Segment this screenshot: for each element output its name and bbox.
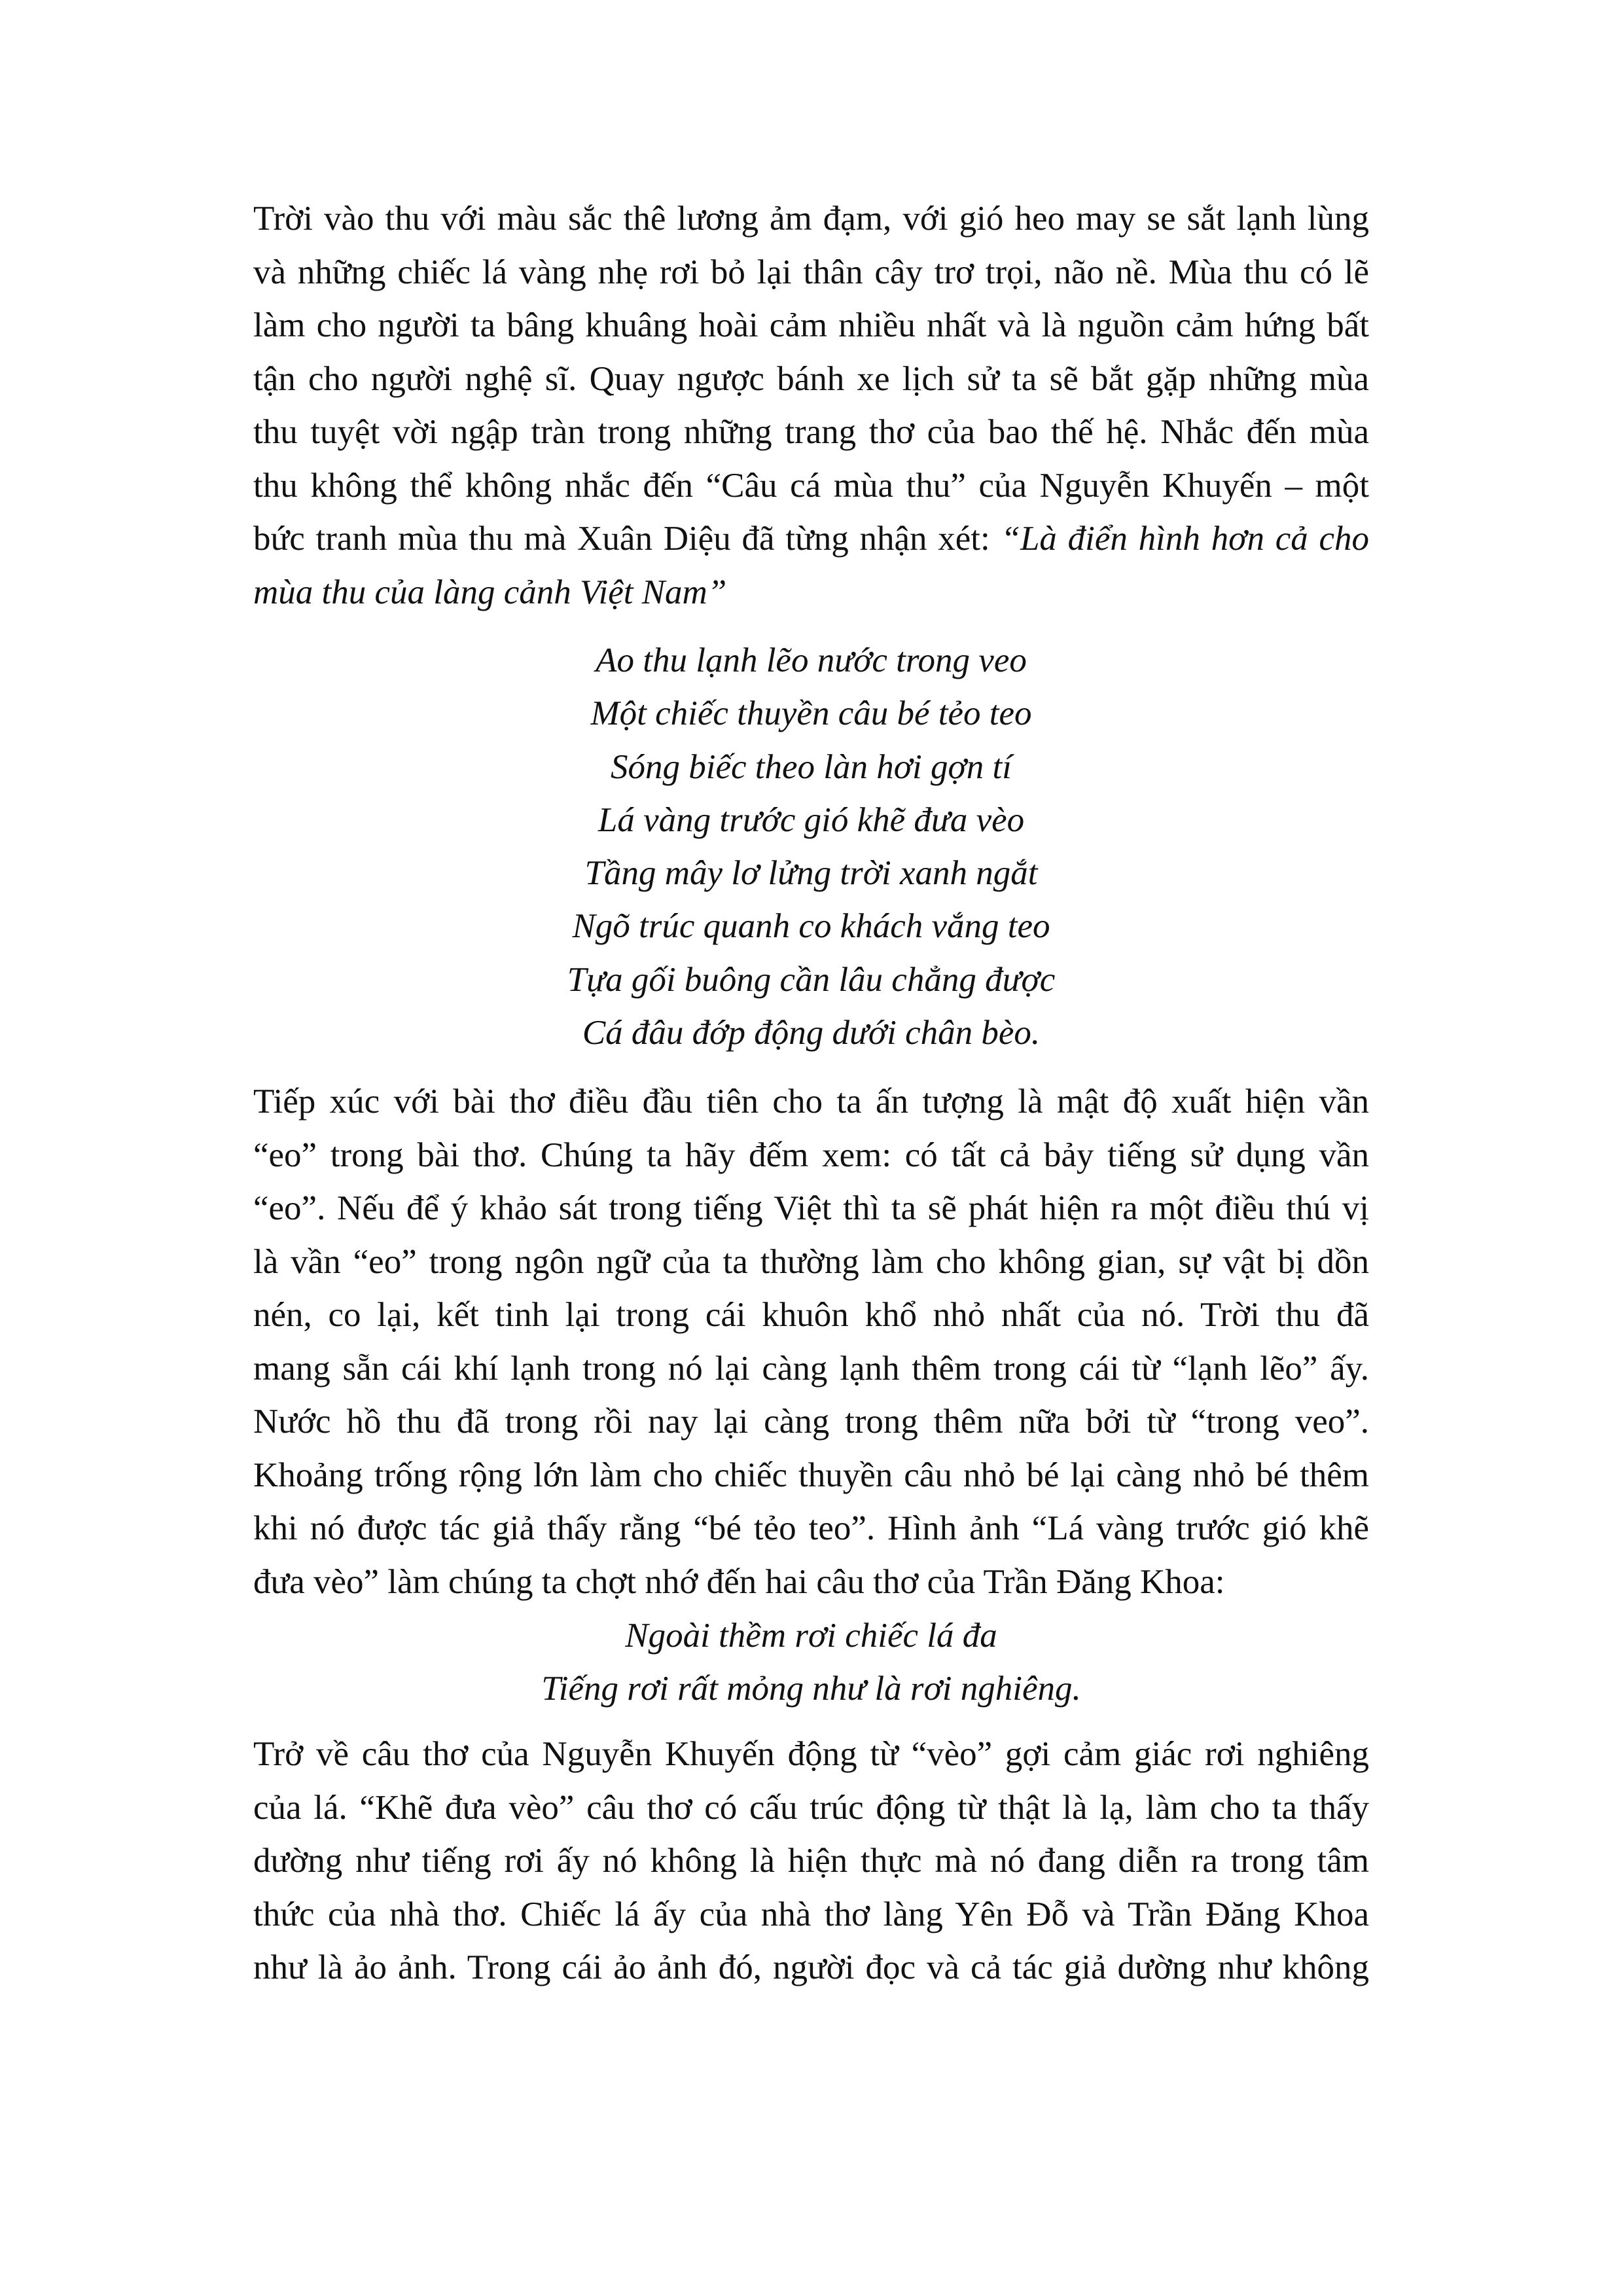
paragraph-line: như là ảo ảnh. Trong cái ảo ảnh đó, người đọc và cả tác giả dường như không: [253, 1948, 1369, 1986]
paragraph-line: thức của nhà thơ. Chiếc lá ấy của nhà thơ làng Yên Đỗ và Trần Đăng Khoa: [253, 1895, 1369, 1933]
analysis-paragraph: [253, 1075, 1369, 1609]
poem-cau-ca-mua-thu: [253, 634, 1369, 1060]
paragraph-line-quote-end: [253, 566, 1369, 620]
paragraph-line: thu tuyệt vời ngập tràn trong những trang thơ của bao thế hệ. Nhắc đến mùa: [253, 413, 1369, 451]
paragraph-line: đưa vèo” làm chúng ta chợt nhớ đến hai câu thơ của Trần Đăng Khoa:: [253, 1562, 1225, 1601]
paragraph-line: “eo” trong bài thơ. Chúng ta hãy đếm xem: có tất cả bảy tiếng sử dụng vần: [253, 1136, 1369, 1174]
poem-line: Ao thu lạnh lẽo nước trong veo: [596, 641, 1027, 679]
paragraph-line: nén, co lại, kết tinh lại trong cái khuôn khổ nhỏ nhất của nó. Trời thu đã: [253, 1296, 1369, 1334]
paragraph-line: của lá. “Khẽ đưa vèo” câu thơ có cấu trúc động từ thật là lạ, làm cho ta thấy: [253, 1788, 1369, 1827]
paragraph-line: Tiếp xúc với bài thơ điều đầu tiên cho ta ấn tượng là mật độ xuất hiện vần: [253, 1083, 1369, 1121]
poem-line: Sóng biếc theo làn hơi gợn tí: [611, 747, 1012, 786]
poem-line: Ngõ trúc quanh co khách vắng teo: [572, 907, 1050, 946]
poem-line: Tựa gối buông cần lâu chẳng được: [567, 960, 1056, 999]
xuan-dieu-quote-start: “Là điển hình hơn cả cho: [1001, 520, 1369, 558]
paragraph-line: Nước hồ thu đã trong rồi nay lại càng trong thêm nữa bởi từ “trong veo”.: [253, 1403, 1369, 1441]
paragraph-line-text: bức tranh mùa thu mà Xuân Diệu đã từng nhận xét:: [253, 520, 1001, 558]
paragraph-line: “eo”. Nếu để ý khảo sát trong tiếng Việt thì ta sẽ phát hiện ra một điều thú vị: [253, 1189, 1369, 1227]
paragraph-line: Khoảng trống rộng lớn làm cho chiếc thuyền câu nhỏ bé lại càng nhỏ bé thêm: [253, 1456, 1369, 1494]
paragraph-line: tận cho người nghệ sĩ. Quay ngược bánh xe lịch sử ta sẽ bắt gặp những mùa: [253, 359, 1369, 398]
paragraph-line: làm cho người ta bâng khuâng hoài cảm nhiều nhất và là nguồn cảm hứng bất: [253, 306, 1369, 344]
poem-line: Lá vàng trước gió khẽ đưa vèo: [597, 800, 1025, 839]
paragraph-line-with-quote: [253, 512, 1369, 566]
paragraph-line: Trời vào thu với màu sắc thê lương ảm đạm, với gió heo may se sắt lạnh lùng: [253, 200, 1369, 238]
paragraph-line: khi nó được tác giả thấy rằng “bé tẻo teo”. Hình ảnh “Lá vàng trước gió khẽ: [253, 1509, 1369, 1547]
poem-line: Tiếng rơi rất mỏng như là rơi nghiêng.: [541, 1670, 1081, 1708]
poem-tran-dang-khoa: [253, 1609, 1369, 1716]
paragraph-line: mang sẵn cái khí lạnh trong nó lại càng lạnh thêm trong cái từ “lạnh lẽo” ấy.: [253, 1349, 1369, 1388]
poem-line: Ngoài thềm rơi chiếc lá đa: [625, 1617, 997, 1655]
paragraph-line: là vần “eo” trong ngôn ngữ của ta thường làm cho không gian, sự vật bị dồn: [253, 1242, 1369, 1281]
paragraph-line: và những chiếc lá vàng nhẹ rơi bỏ lại thân cây trơ trọi, não nề. Mùa thu có lẽ: [253, 253, 1369, 291]
poem-line: Cá đâu đớp động dưới chân bèo.: [582, 1014, 1041, 1052]
poem-line: Tầng mây lơ lửng trời xanh ngắt: [584, 854, 1038, 893]
poem-line: Một chiếc thuyền câu bé tẻo teo: [590, 694, 1032, 733]
paragraph-line: Trở về câu thơ của Nguyễn Khuyến động từ “vèo” gợi cảm giác rơi nghiêng: [253, 1735, 1369, 1773]
continuation-paragraph: [253, 1728, 1369, 1995]
intro-paragraph: [253, 192, 1369, 619]
paragraph-line: dường như tiếng rơi ấy nó không là hiện thực mà nó đang diễn ra trong tâm: [253, 1842, 1369, 1880]
xuan-dieu-quote-end: mùa thu của làng cảnh Việt Nam”: [253, 573, 727, 611]
paragraph-line: thu không thể không nhắc đến “Câu cá mùa thu” của Nguyễn Khuyến – một: [253, 466, 1369, 505]
